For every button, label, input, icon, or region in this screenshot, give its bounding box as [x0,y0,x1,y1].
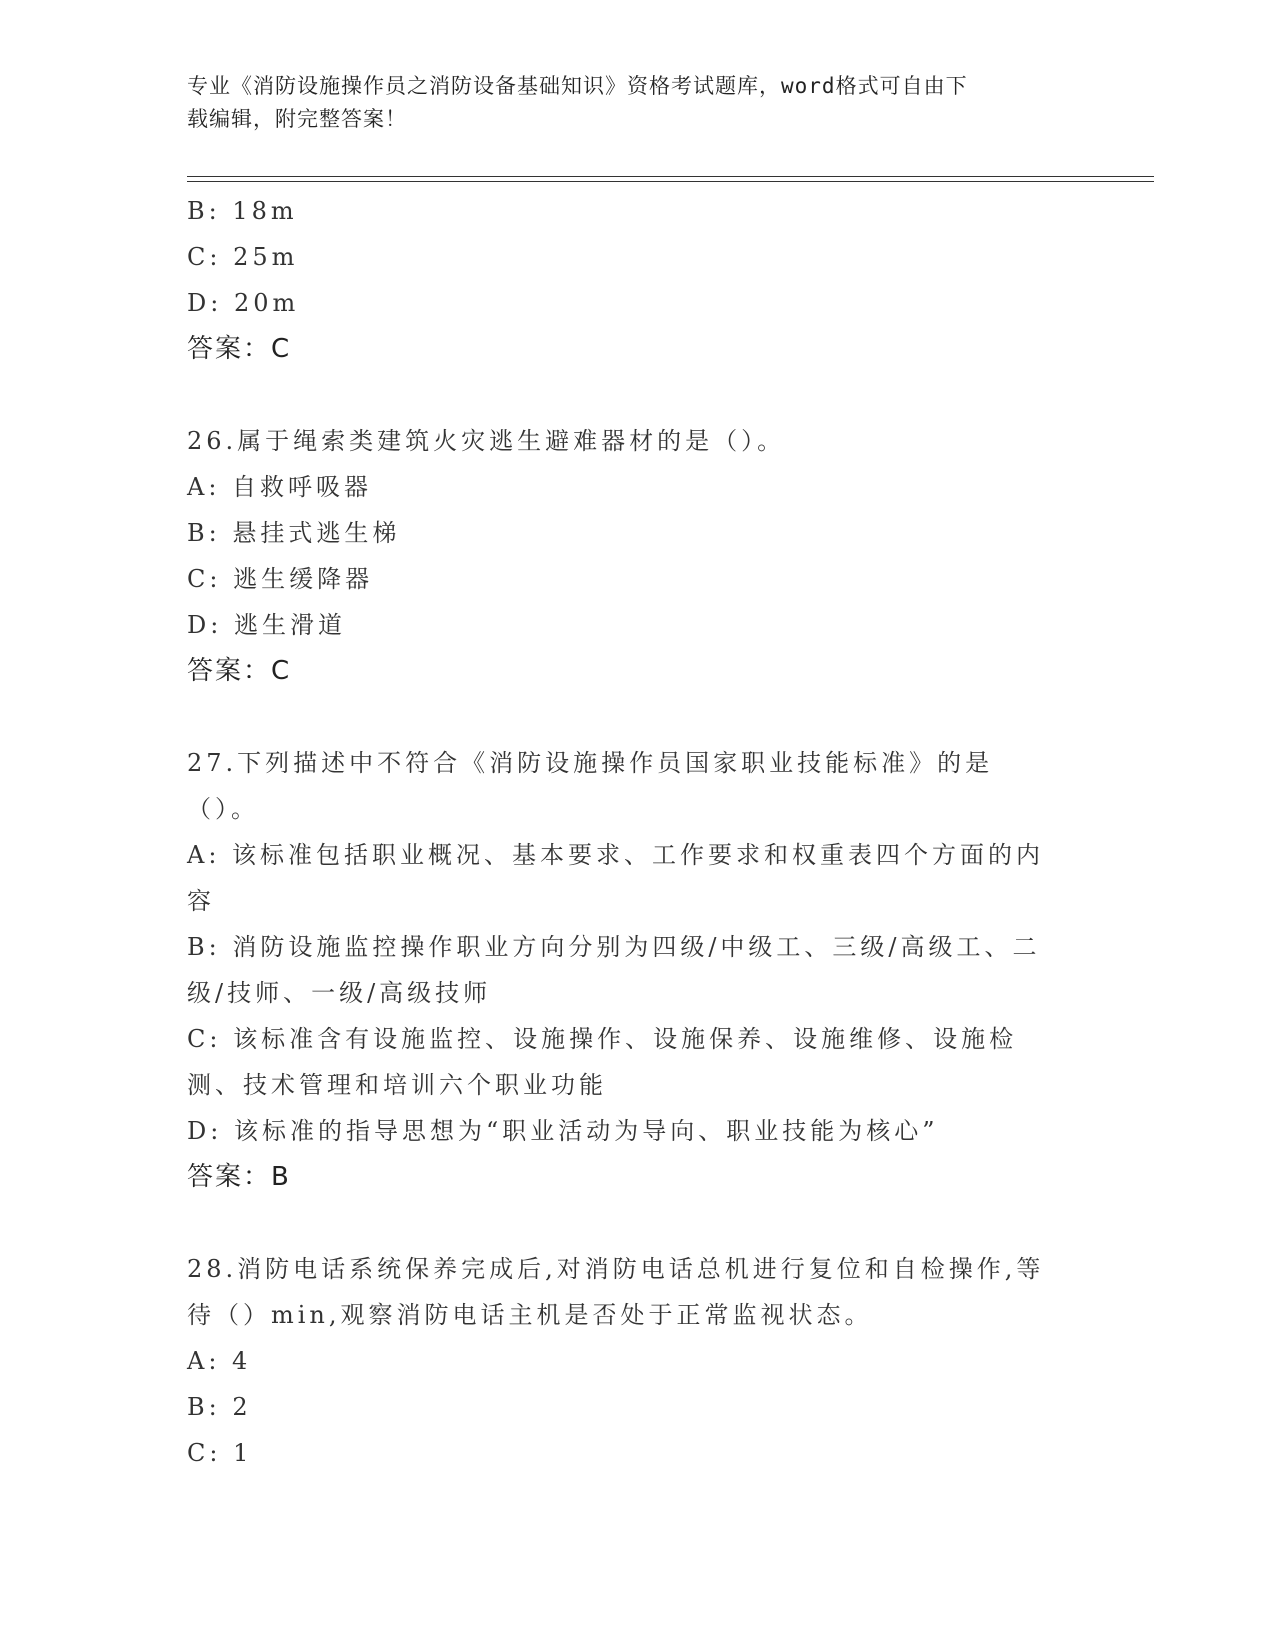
option-b: B: 悬挂式逃生梯 [187,519,401,547]
option-b: B: 2 [187,1393,252,1421]
option-a: A: 该标准包括职业概况、基本要求、工作要求和权重表四个方面的内容 [187,841,1045,915]
option-b: B: 消防设施监控操作职业方向分别为四级/中级工、三级/高级工、二级/技师、一级/高级技师 [187,933,1041,1007]
option-c: C: 25m [187,243,299,271]
option-d: D: 该标准的指导思想为“职业活动为导向、职业技能为核心” [187,1117,939,1145]
question-stem: 26.属于绳索类建筑火灾逃生避难器材的是（）。 [187,427,786,455]
answer-line: 答案：B [187,1162,291,1192]
option-a: A: 4 [187,1347,252,1375]
answer-line: 答案：C [187,334,292,364]
option-b: B: 18m [187,197,298,225]
question-26 [187,418,1087,694]
question-28 [187,1246,1087,1476]
header-rule-bottom [187,181,1154,182]
document-header [187,70,1067,136]
option-d: D: 逃生滑道 [187,611,346,639]
option-a: A: 自救呼吸器 [187,473,373,501]
answer-line: 答案：C [187,656,292,686]
option-c: C: 该标准含有设施监控、设施操作、设施保养、设施维修、设施检测、技术管理和培训六个职业功能 [187,1025,1018,1099]
option-c: C: 逃生缓降器 [187,565,374,593]
option-c: C: 1 [187,1439,253,1467]
header-line-2: 载编辑，附完整答案！ [187,107,407,131]
header-rule-top [187,176,1154,177]
question-25-tail [187,188,1087,372]
header-line-1: 专业《消防设施操作员之消防设备基础知识》资格考试题库，word格式可自由下 [187,74,968,98]
question-stem: 28.消防电话系统保养完成后,对消防电话总机进行复位和自检操作,等待（）min,观察消防电话主机是否处于正常监视状态。 [187,1255,1045,1329]
question-stem: 27.下列描述中不符合《消防设施操作员国家职业技能标准》的是（）。 [187,749,994,823]
question-content [187,188,1087,1476]
question-27 [187,740,1087,1200]
option-d: D: 20m [187,289,300,317]
